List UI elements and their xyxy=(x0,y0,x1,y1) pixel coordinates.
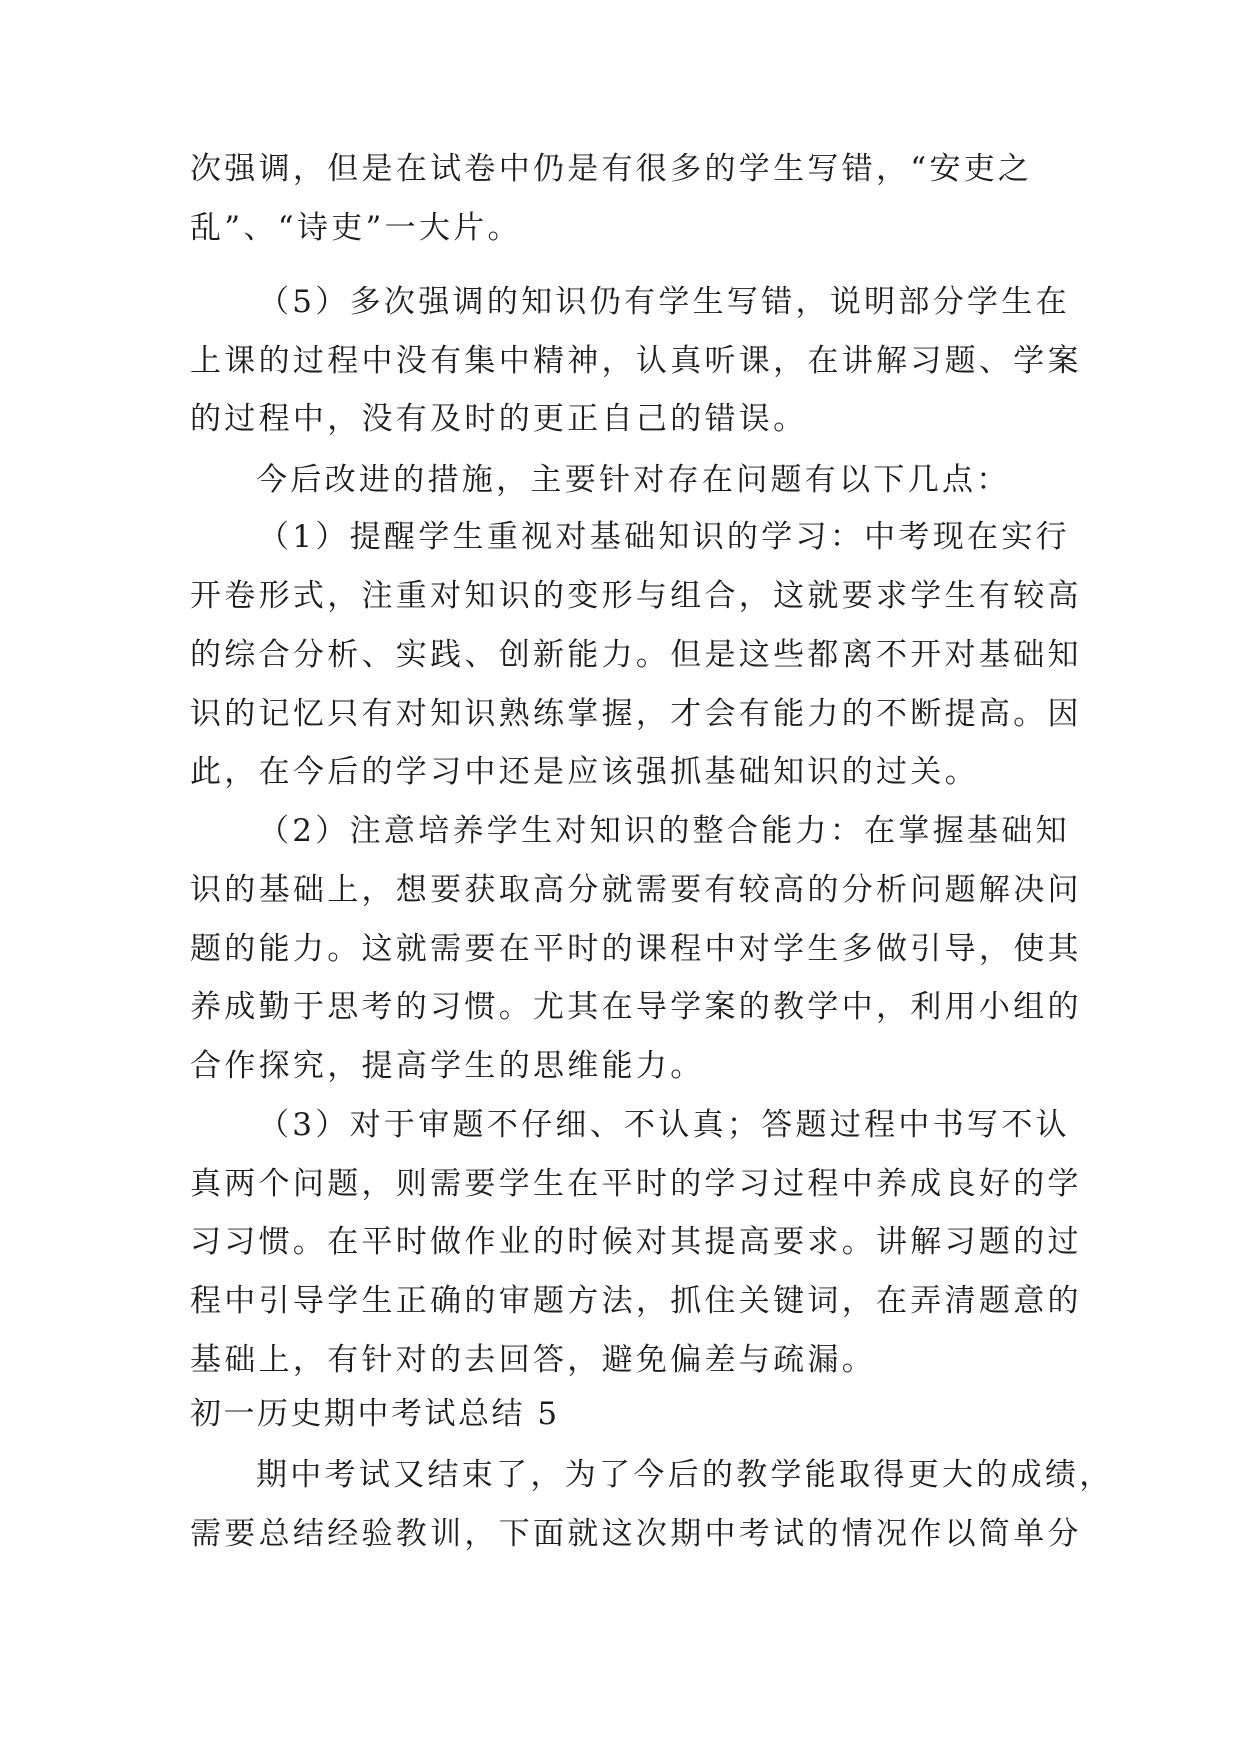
text-line: 合作探究，提高学生的思维能力。 xyxy=(190,1048,705,1084)
text-line: 养成勤于思考的习惯。尤其在导学案的教学中，利用小组的 xyxy=(190,989,1082,1025)
text-line: 题的能力。这就需要在平时的课程中对学生多做引导，使其 xyxy=(190,931,1082,967)
text-line: 习习惯。在平时做作业的时候对其提高要求。讲解习题的过 xyxy=(190,1224,1082,1260)
text-line: 今后改进的措施，主要针对存在问题有以下几点： xyxy=(256,462,1011,498)
text-line: 次强调，但是在试卷中仍是有很多的学生写错，“安吏之 xyxy=(190,151,1033,187)
text-line: 真两个问题，则需要学生在平时的学习过程中养成良好的学 xyxy=(190,1166,1082,1202)
text-line: 开卷形式，注重对知识的变形与组合，这就要求学生有较高 xyxy=(190,578,1082,614)
text-line: 乱”、“诗吏”一大片。 xyxy=(190,210,522,246)
text-line: （3）对于审题不仔细、不认真；答题过程中书写不认 xyxy=(258,1107,1070,1143)
text-line: 上课的过程中没有集中精神，认真听课，在讲解习题、学案 xyxy=(190,343,1082,379)
text-line: 的过程中，没有及时的更正自己的错误。 xyxy=(190,401,808,437)
text-line: 的综合分析、实践、创新能力。但是这些都离不开对基础知 xyxy=(190,637,1082,673)
section-heading: 初一历史期中考试总结 5 xyxy=(190,1396,560,1432)
text-line: （2）注意培养学生对知识的整合能力：在掌握基础知 xyxy=(258,813,1070,849)
text-line: 识的记忆只有对知识熟练掌握，才会有能力的不断提高。因 xyxy=(190,696,1082,732)
text-line: 识的基础上，想要获取高分就需要有较高的分析问题解决问 xyxy=(190,872,1082,908)
text-line: 期中考试又结束了，为了今后的教学能取得更大的成绩， xyxy=(256,1457,1114,1493)
text-line: 基础上，有针对的去回答，避免偏差与疏漏。 xyxy=(190,1342,876,1378)
text-line: （5）多次强调的知识仍有学生写错，说明部分学生在 xyxy=(258,284,1070,320)
text-line: 程中引导学生正确的审题方法，抓住关键词，在弄清题意的 xyxy=(190,1283,1082,1319)
text-line: 此，在今后的学习中还是应该强抓基础知识的过关。 xyxy=(190,754,979,790)
text-line: 需要总结经验教训，下面就这次期中考试的情况作以简单分 xyxy=(190,1516,1082,1552)
text-line: （1）提醒学生重视对基础知识的学习：中考现在实行 xyxy=(258,519,1070,555)
